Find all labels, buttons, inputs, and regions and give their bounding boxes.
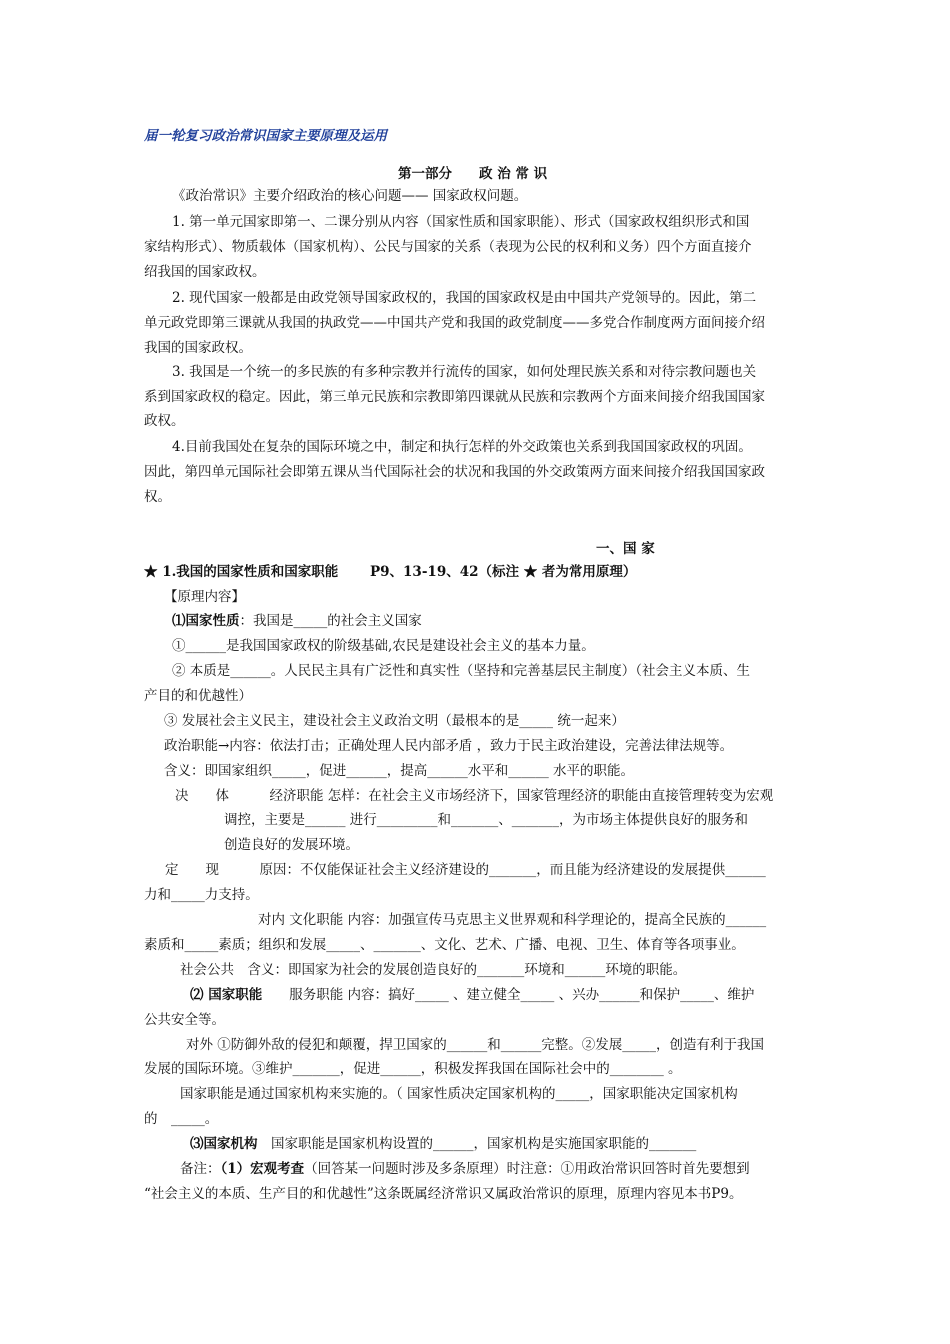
economic-function-line4: 定 现 原因：不仅能保证社会主义经济建设的_______，而且能为经济建设的发展提供______	[165, 862, 766, 878]
note-text: （回答某一问题时涉及多条原理）时注意：①用政治常识回答时首先要想到	[304, 1161, 750, 1177]
nature-point3: ③ 发展社会主义民主，建设社会主义政治文明（最根本的是_____ 统一起来）	[164, 713, 625, 729]
document-title: 届一轮复习政治常识国家主要原理及运用	[144, 128, 387, 144]
para1-line3: 绍我国的国家政权。	[144, 264, 266, 280]
para2-line2: 单元政党即第三课就从我国的执政党——中国共产党和我国的政党制度——多党合作制度两方面间接介绍	[144, 315, 765, 331]
para3-line2: 系到国家政权的稳定。因此，第三单元民族和宗教即第四课就从民族和宗教两个方面来间接介绍我国国家	[144, 389, 765, 405]
external-function-line1: 对外 ①防御外敌的侵犯和颠覆，捍卫国家的______和______完整。②发展_____，创造有利于我国	[186, 1037, 765, 1053]
nature-point2-line1: ② 本质是______。人民民主具有广泛性和真实性（坚持和完善基层民主制度）（社会主义本质、生	[172, 663, 751, 679]
cultural-function-line2: 素质和_____素质；组织和发展_____、_______、文化、艺术、广播、电视、卫生、体育等各项事业。	[144, 937, 745, 953]
institution-label: ⑶国家机构	[190, 1136, 258, 1152]
para1-line2: 家结构形式）、物质载体（国家机构）、公民与国家的关系（表现为公民的权利和义务）四个方面直接介	[144, 239, 752, 255]
political-function-content: 政治职能→内容：依法打击；正确处理人民内部矛盾 ，致力于民主政治建设，完善法律法规等。	[164, 738, 734, 754]
para1-line1: 1. 第一单元国家即第一、二课分别从内容（国家性质和国家职能）、形式（国家政权组织形式和国	[172, 214, 750, 230]
part-title: 第一部分 政 治 常 识	[398, 166, 548, 182]
para2-line3: 我国的国家政权。	[144, 340, 252, 356]
function-label: ⑵ 国家职能	[190, 987, 263, 1003]
nature-text: ：我国是_____的社会主义国家	[239, 613, 422, 629]
function-text: 服务职能 内容：搞好_____ 、建立健全_____ 、兴办______和保护_____、维护	[262, 987, 755, 1003]
note-line2: “社会主义的本质、生产目的和优越性”这条既属经济常识又属政治常识的原理，原理内容见本书P9。	[144, 1186, 743, 1202]
organ-relation-line1: 国家职能是通过国家机构来实施的。（ 国家性质决定国家机构的_____，国家职能决定国家机构	[180, 1086, 738, 1102]
para4-line3: 权。	[144, 489, 171, 505]
nature-line	[172, 611, 422, 631]
institution-text: 国家职能是国家机构设置的______，国家机构是实施国家职能的_______	[257, 1136, 697, 1152]
para2-line1: 2. 现代国家一般都是由政党领导国家政权的，我国的国家政权是由中国共产党领导的。因此，第二	[172, 290, 757, 306]
institution-line	[190, 1134, 696, 1154]
nature-label: ⑴国家性质	[172, 613, 240, 629]
note-line1	[180, 1159, 750, 1179]
nature-point2-line2: 产目的和优越性）	[144, 688, 252, 704]
para4-line1: 4.目前我国处在复杂的国际环境之中，制定和执行怎样的外交政策也关系到我国国家政权的巩固。	[172, 439, 752, 455]
principle-label: 【原理内容】	[164, 589, 245, 605]
social-function-line: 社会公共 含义：即国家为社会的发展创造良好的_______环境和______环境的职能。	[180, 962, 687, 978]
para3-line3: 政权。	[144, 413, 185, 429]
function-line	[190, 985, 754, 1005]
economic-function-line1: 决 体 经济职能 怎样：在社会主义市场经济下，国家管理经济的职能由直接管理转变为宏观	[175, 788, 774, 804]
economic-function-line5: 力和_____力支持。	[144, 887, 259, 903]
organ-relation-line2: 的 _____。	[144, 1111, 219, 1127]
external-function-line2: 发展的国际环境。③维护_______，促进______，积极发挥我国在国际社会中的________ 。	[144, 1061, 682, 1077]
intro-text: 《政治常识》主要介绍政治的核心问题—— 国家政权问题。	[172, 188, 528, 204]
cultural-function-line1: 对内 文化职能 内容：加强宣传马克思主义世界观和科学理论的，提高全民族的______	[258, 912, 767, 928]
function-line2: 公共安全等。	[144, 1012, 225, 1028]
economic-function-line2: 调控，主要是______ 进行_________和_______、_______，为市场主体提供良好的服务和	[224, 812, 749, 828]
section-title: 一、国 家	[596, 541, 655, 557]
para3-line1: 3. 我国是一个统一的多民族的有多种宗教并行流传的国家，如何处理民族关系和对待宗教问题也关	[172, 364, 757, 380]
nature-point1: ①______是我国国家政权的阶级基础,农民是建设社会主义的基本力量。	[172, 638, 595, 654]
note-prefix: 备注：	[180, 1161, 221, 1177]
note-macro-label: （1）宏观考查	[220, 1161, 305, 1177]
para4-line2: 因此，第四单元国际社会即第五课从当代国际社会的状况和我国的外交政策两方面来间接介绍我国国家政	[144, 464, 765, 480]
item1-heading: ★ 1.我国的国家性质和国家职能 P9、13-19、42（标注 ★ 者为常用原理）	[144, 564, 637, 580]
political-function-meaning: 含义：即国家组织_____，促进______，提高______水平和______ 水平的职能。	[164, 763, 635, 779]
economic-function-line3: 创造良好的发展环境。	[224, 837, 359, 853]
